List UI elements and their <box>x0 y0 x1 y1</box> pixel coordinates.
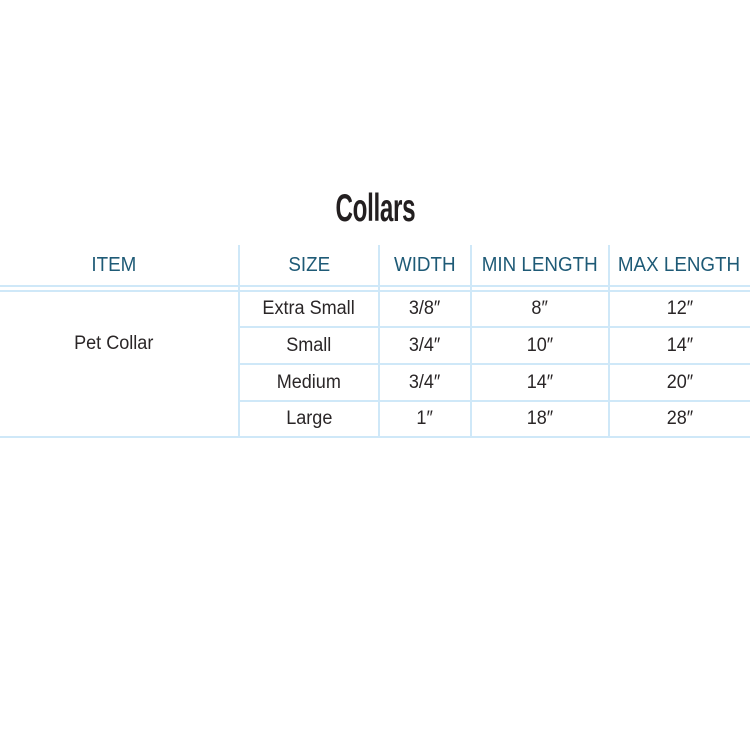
width-value: 3/4″ <box>409 371 441 393</box>
width-cell <box>379 365 471 400</box>
min-length-value: 14″ <box>526 371 554 393</box>
max-length-value: 14″ <box>666 334 693 356</box>
max-length-cell <box>609 328 750 363</box>
table-row <box>239 365 750 400</box>
max-length-value: 28″ <box>666 408 693 429</box>
size-value: Large <box>285 408 333 429</box>
table-bottom-rule <box>0 436 750 438</box>
item-name: Pet Collar <box>73 333 154 354</box>
min-length-cell <box>471 292 609 326</box>
max-length-cell <box>609 292 750 326</box>
min-length-cell <box>471 328 609 363</box>
width-value: 3/4″ <box>409 334 441 356</box>
size-value: Extra Small <box>262 298 356 319</box>
size-cell <box>239 402 379 436</box>
min-length-cell <box>471 402 609 436</box>
table-row <box>239 402 750 436</box>
column-header-item-label: ITEM <box>91 253 136 276</box>
table-row <box>239 292 750 326</box>
header-rule-top <box>0 285 750 287</box>
column-header-min-length <box>471 245 609 285</box>
size-value: Small <box>286 334 332 356</box>
size-cell <box>239 365 379 400</box>
column-header-size <box>239 245 379 285</box>
width-cell <box>379 402 471 436</box>
min-length-value: 18″ <box>526 408 554 429</box>
max-length-cell <box>609 402 750 436</box>
width-cell <box>379 328 471 363</box>
column-header-min-length-label: MIN LENGTH <box>482 253 598 276</box>
max-length-value: 20″ <box>666 371 693 393</box>
chart-title-text: Collars <box>335 187 415 230</box>
size-cell <box>239 292 379 326</box>
item-cell <box>0 292 239 436</box>
width-cell <box>379 292 471 326</box>
min-length-value: 10″ <box>526 334 554 356</box>
min-length-value: 8″ <box>531 298 549 319</box>
column-header-max-length-label: MAX LENGTH <box>618 253 741 276</box>
column-header-width-label: WIDTH <box>394 253 456 276</box>
max-length-value: 12″ <box>666 298 693 319</box>
column-header-max-length <box>609 245 750 285</box>
size-cell <box>239 328 379 363</box>
column-header-size-label: SIZE <box>288 253 330 276</box>
width-value: 3/8″ <box>409 298 441 319</box>
min-length-cell <box>471 365 609 400</box>
column-header-width <box>379 245 471 285</box>
width-value: 1″ <box>416 408 434 429</box>
chart-title <box>0 188 750 230</box>
table-row <box>239 328 750 363</box>
size-value: Medium <box>276 371 342 393</box>
max-length-cell <box>609 365 750 400</box>
column-header-item <box>0 245 239 285</box>
